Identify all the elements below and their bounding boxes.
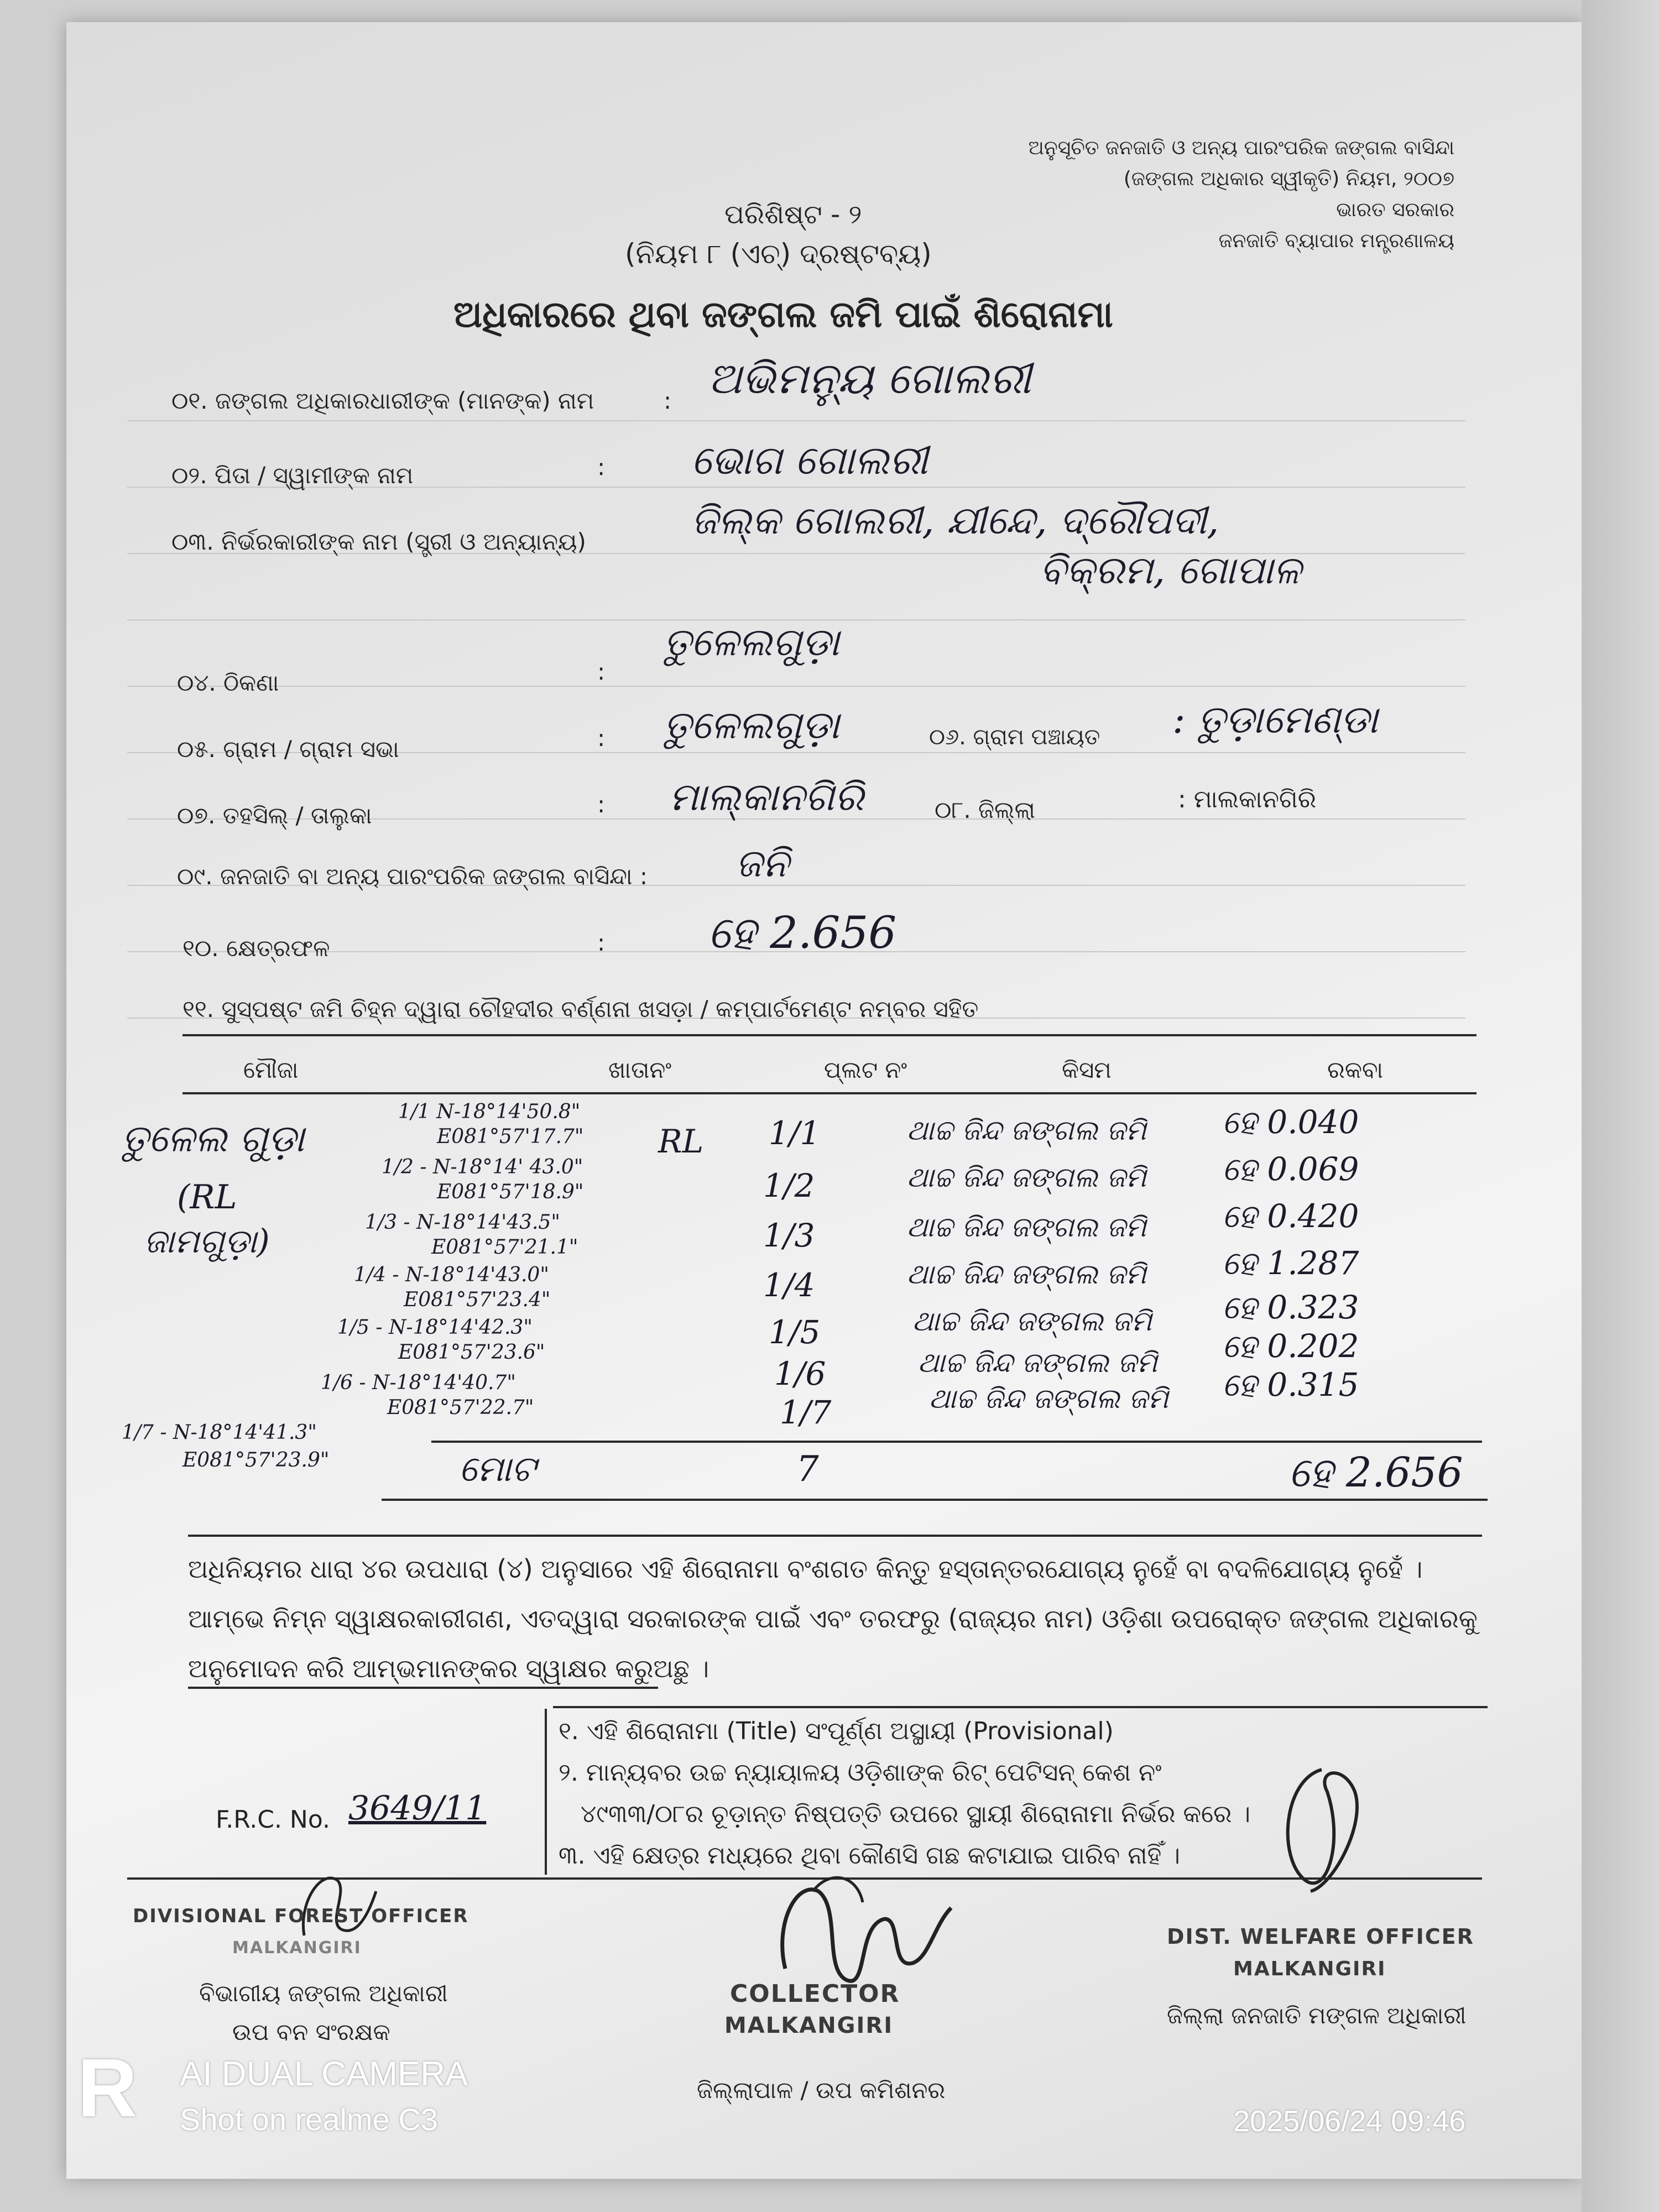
colon: :: [597, 791, 606, 818]
dfo-stamp: DIVISIONAL FOREST OFFICER: [133, 1905, 469, 1927]
rakaba-value: ହେ 0.315: [1222, 1366, 1359, 1404]
table-total-rule: [431, 1441, 1482, 1443]
field-label-tribe: ୦୯. ଜନଜାତି ବା ଅନ୍ୟ ପାରଂପରିକ ଜଙ୍ଗଲ ବାସିନ୍ଦା :: [177, 863, 648, 890]
frc-number: 3649/11: [348, 1789, 487, 1828]
header-right: [984, 133, 1454, 257]
dfo-title: ବିଭାଗୀୟ ଜଙ୍ଗଲ ଅଧିକାରୀ: [199, 1980, 448, 2007]
mouza-note: ଜାମଗୁଡ଼ା): [144, 1222, 270, 1261]
field-label-village: ୦୫. ଗ୍ରାମ / ଗ୍ରାମ ସଭା: [177, 735, 399, 763]
camera-model: Shot on realme C3: [180, 2102, 438, 2137]
rakaba-value: ହେ 0.420: [1222, 1197, 1359, 1235]
coord-east: E081°57'23.4": [404, 1288, 551, 1311]
annex-label: ପରିଶିଷ୍ଟ - ୨: [724, 199, 862, 230]
coord-east: E081°57'23.6": [398, 1341, 545, 1364]
field-label-father-name: ୦୨. ପିତା / ସ୍ୱାମୀଙ୍କ ନାମ: [171, 462, 414, 489]
coord-north: 1/3 - N-18°14'43.5": [365, 1211, 560, 1234]
table-header-rakaba: ରକବା: [1327, 1056, 1384, 1083]
plot-number: 1/5: [769, 1313, 821, 1351]
field-value-holder-name: ଅଭିମନ୍ୟୁ ଗୋଲରୀ: [708, 354, 1031, 404]
field-value-district: : ମାଲକାନଗିରି: [1178, 785, 1317, 813]
coord-north: 1/6 - N-18°14'40.7": [321, 1371, 516, 1394]
signature-dwo: [1261, 1759, 1383, 1902]
header-line: (ଜଙ୍ଗଲ ଅଧିକାର ସ୍ୱୀକୃତି) ନିୟମ, ୨୦୦୭: [1123, 168, 1454, 190]
mouza-value: ତୁଳେଲ ଗୁଡ଼ା: [122, 1117, 305, 1161]
page-title: ଅଧିକାରରେ ଥିବା ଜଙ୍ଗଲ ଜମି ପାଇଁ ଶିରୋନାମା: [453, 293, 1113, 336]
field-label-district: ୦୮. ଜିଲ୍ଲା: [935, 796, 1035, 823]
field-value-tehsil: ମାଲ୍କାନଗିରି: [669, 774, 864, 820]
kisam-value: ଥାଚ୍ଚ ଜିନ୍ଦ ଜଙ୍ଗଲ ଜମି: [907, 1258, 1146, 1290]
section-rule: [188, 1535, 1482, 1537]
field-value-village: ତୁଳେଲଗୁଡ଼ା: [664, 702, 840, 748]
table-header-plot: ପ୍ଲଟ ନଂ: [824, 1056, 907, 1083]
dwo-stamp-place: MALKANGIRI: [1233, 1958, 1386, 1980]
note-line: ୪୯୩୩/୦୮ର ଚୂଡ଼ାନ୍ତ ନିଷ୍ପତ୍ତି ଉପରେ ସ୍ଥାୟୀ ଶିରୋନାମା ନିର୍ଭର କରେ ।: [581, 1800, 1251, 1828]
field-value-area: ହେ 2.656: [708, 907, 897, 958]
coord-north: 1/1 N-18°14'50.8": [398, 1100, 581, 1123]
coord-north: 1/5 - N-18°14'42.3": [337, 1316, 533, 1339]
field-label-boundary: ୧୧. ସୁସ୍ପଷ୍ଟ ଜମି ଚିହ୍ନ ଦ୍ୱାରା ଚୌହଦୀର ବର୍ଣ୍ଣନା ଖସଡ଼ା / କମ୍ପାର୍ଟମେଣ୍ଟ ନମ୍ବର ସହିତ: [182, 995, 979, 1022]
kisam-value: ଥାଚ୍ଚ ଜିନ୍ଦ ଜଙ୍ଗଲ ଜମି: [918, 1347, 1157, 1379]
background-edge: [1582, 0, 1659, 2212]
collector-title: ଜିଲ୍ଲାପାଳ / ଉପ କମିଶନର: [697, 2077, 946, 2104]
realme-logo-icon: R: [77, 2041, 138, 2134]
note-line: ୨. ମାନ୍ୟବର ଉଚ୍ଚ ନ୍ୟାୟାଳୟ ଓଡ଼ିଶାଙ୍କ ରିଟ୍ ପେଟିସନ୍ କେଶ ନଂ: [559, 1759, 1162, 1787]
rakaba-value: ହେ 0.323: [1222, 1288, 1359, 1326]
rakaba-value: ହେ 0.069: [1222, 1150, 1359, 1188]
field-label-panchayat: ୦୬. ଗ୍ରାମ ପଞ୍ଚାୟତ: [929, 724, 1100, 750]
header-line: ଜନଜାତି ବ୍ୟାପାର ମନ୍ତ୍ରଣାଳୟ: [1218, 229, 1454, 252]
rakaba-value: ହେ 0.040: [1222, 1103, 1359, 1141]
field-label-holder-name: ୦୧. ଜଙ୍ଗଲ ଅଧିକାରଧାରୀଙ୍କ (ମାନଙ୍କ) ନାମ: [171, 387, 594, 414]
field-value-dependents-line1: ଜିଲ୍କ ଗୋଲରୀ, ଯୀନ୍ଦେ, ଦ୍ରୌପଦୀ,: [691, 498, 1219, 543]
coord-east: E081°57'18.9": [437, 1181, 584, 1203]
notes-divider: [545, 1709, 547, 1875]
collector-stamp: COLLECTOR: [730, 1980, 900, 2008]
rakaba-value: ହେ 0.202: [1222, 1327, 1359, 1365]
section-rule: [553, 1706, 1488, 1708]
plot-number: 1/2: [763, 1167, 815, 1204]
ruled-line: [127, 420, 1465, 421]
header-line: ଅନୁସୂଚିତ ଜନଜାତି ଓ ଅନ୍ୟ ପାରଂପରିକ ଜଙ୍ଗଲ ବାସିନ୍ଦା: [1028, 137, 1454, 159]
plot-number: 1/6: [774, 1355, 826, 1392]
coord-east: E081°57'21.1": [431, 1236, 578, 1259]
kisam-value: ଥାଚ୍ଚ ଜିନ୍ଦ ଜଙ୍ଗଲ ଜମି: [907, 1114, 1146, 1146]
khata-value: RL: [658, 1123, 704, 1160]
dwo-title: ଜିଲ୍ଲା ଜନଜାତି ମଙ୍ଗଳ ଅଧିକାରୀ: [1167, 2002, 1467, 2029]
plot-number: 1/4: [763, 1266, 815, 1304]
note-line: ୧. ଏହି ଶିରୋନାମା (Title) ସଂପୂର୍ଣ୍ଣ ଅସ୍ଥାୟୀ (Provisional): [559, 1717, 1114, 1745]
ruled-line: [127, 686, 1465, 687]
table-header-khata: ଖାତାନଂ: [608, 1056, 672, 1083]
colon: :: [597, 453, 606, 481]
signature-dfo: [288, 1858, 387, 1947]
declaration-line: ଅଧିନିୟମର ଧାରା ୪ର ଉପଧାରା (୪) ଅନୁସାରେ ଏହି ଶିରୋନାମା ବଂଶଗତ କିନ୍ତୁ ହସ୍ତାନ୍ତରଯୋଗ୍ୟ ନୁହେଁ ବା ବଦଳିଯୋଗ୍ୟ ନୁହେଁ ।: [188, 1554, 1423, 1584]
camera-label: AI DUAL CAMERA: [180, 2055, 468, 2093]
field-label-tehsil: ୦୭. ତହସିଲ୍ / ତାଲୁକା: [177, 802, 372, 829]
note-line: ୩. ଏହି କ୍ଷେତ୍ର ମଧ୍ୟରେ ଥିବା କୌଣସି ଗଛ କଟାଯାଇ ପାରିବ ନାହିଁ ।: [559, 1841, 1181, 1870]
total-area: ହେ 2.656: [1288, 1449, 1463, 1496]
field-value-tribe: ଜନି: [735, 841, 789, 886]
declaration-underline: [188, 1687, 658, 1689]
field-value-father-name: ଭୋଗ ଗୋଲରୀ: [691, 437, 928, 483]
rule-reference: (ନିୟମ ୮ (ଏଚ୍) ଦ୍ରଷ୍ଟବ୍ୟ): [625, 238, 932, 270]
table-bottom-rule: [382, 1499, 1488, 1501]
field-label-dependents: ୦୩. ନିର୍ଭରକାରୀଙ୍କ ନାମ (ସ୍ତ୍ରୀ ଓ ଅନ୍ୟାନ୍ୟ): [171, 528, 586, 555]
colon: :: [664, 387, 672, 414]
field-value-panchayat: : ତୁଡ଼ାମେଣ୍ଡା: [1172, 697, 1378, 742]
table-header-mouza: ମୌଜା: [243, 1056, 299, 1083]
field-value-dependents-line2: ବିକ୍ରମ, ଗୋପାଳ: [1040, 547, 1302, 593]
rakaba-value: ହେ 1.287: [1222, 1244, 1359, 1282]
mouza-note: (RL: [177, 1178, 237, 1217]
plot-number: 1/3: [763, 1217, 815, 1254]
dfo-stamp-place: MALKANGIRI: [232, 1938, 362, 1958]
colon: :: [597, 929, 606, 956]
colon: :: [597, 658, 606, 685]
kisam-value: ଥାଚ୍ଚ ଜିନ୍ଦ ଜଙ୍ଗଲ ଜମି: [929, 1383, 1168, 1415]
colon: :: [597, 724, 606, 752]
dfo-subtitle: ଉପ ବନ ସଂରକ୍ଷକ: [232, 2018, 390, 2046]
coord-east: E081°57'22.7": [387, 1396, 534, 1419]
declaration-line: ଅନୁମୋଦନ କରି ଆମ୍ଭମାନଙ୍କର ସ୍ୱାକ୍ଷର କରୁଅଛୁ ।: [188, 1653, 709, 1683]
collector-stamp-place: MALKANGIRI: [724, 2013, 894, 2038]
total-count: 7: [796, 1449, 819, 1490]
declaration-line: ଆମ୍ଭେ ନିମ୍ନ ସ୍ୱାକ୍ଷରକାରୀଗଣ, ଏତଦ୍ୱାରା ସରକାରଙ୍କ ପାଇଁ ଏବଂ ତରଫରୁ (ରାଜ୍ୟର ନାମ) ଓଡ଼ିଶା ଉପରୋକ୍ତ ଜଙ୍ଗଲ ଅଧିକାରକୁ: [188, 1604, 1478, 1634]
field-value-address: ତୁଳେଲଗୁଡ଼ା: [664, 619, 840, 665]
dwo-stamp: DIST. WELFARE OFFICER: [1167, 1924, 1474, 1949]
coord-north: 1/7 - N-18°14'41.3": [122, 1421, 317, 1444]
header-line: ଭାରତ ସରକାର: [1336, 199, 1454, 221]
frc-label: F.R.C. No.: [216, 1806, 330, 1834]
coord-north: 1/4 - N-18°14'43.0": [354, 1264, 549, 1286]
kisam-value: ଥାଚ୍ଚ ଜିନ୍ଦ ଜଙ୍ଗଲ ଜମି: [907, 1211, 1146, 1243]
field-label-area: ୧୦. କ୍ଷେତ୍ରଫଳ: [182, 935, 330, 962]
kisam-value: ଥାଚ୍ଚ ଜିନ୍ଦ ଜଙ୍ଗଲ ଜମି: [907, 1161, 1146, 1193]
total-label: ମୋଟ: [459, 1449, 536, 1490]
table-header-rule: [182, 1092, 1477, 1094]
coord-east: E081°57'23.9": [182, 1449, 330, 1472]
plot-number: 1/7: [780, 1394, 832, 1431]
table-header-kisam: କିସମ: [1062, 1056, 1112, 1083]
plot-number: 1/1: [769, 1114, 821, 1152]
coord-north: 1/2 - N-18°14' 43.0": [382, 1156, 583, 1178]
capture-timestamp: 2025/06/24 09:46: [1233, 2105, 1466, 2138]
table-top-rule: [182, 1034, 1477, 1036]
coord-east: E081°57'17.7": [437, 1125, 584, 1148]
kisam-value: ଥାଚ୍ଚ ଜିନ୍ଦ ଜଙ୍ଗଲ ଜମି: [912, 1305, 1152, 1337]
field-label-address: ୦୪. ଠିକଣା: [177, 669, 279, 696]
